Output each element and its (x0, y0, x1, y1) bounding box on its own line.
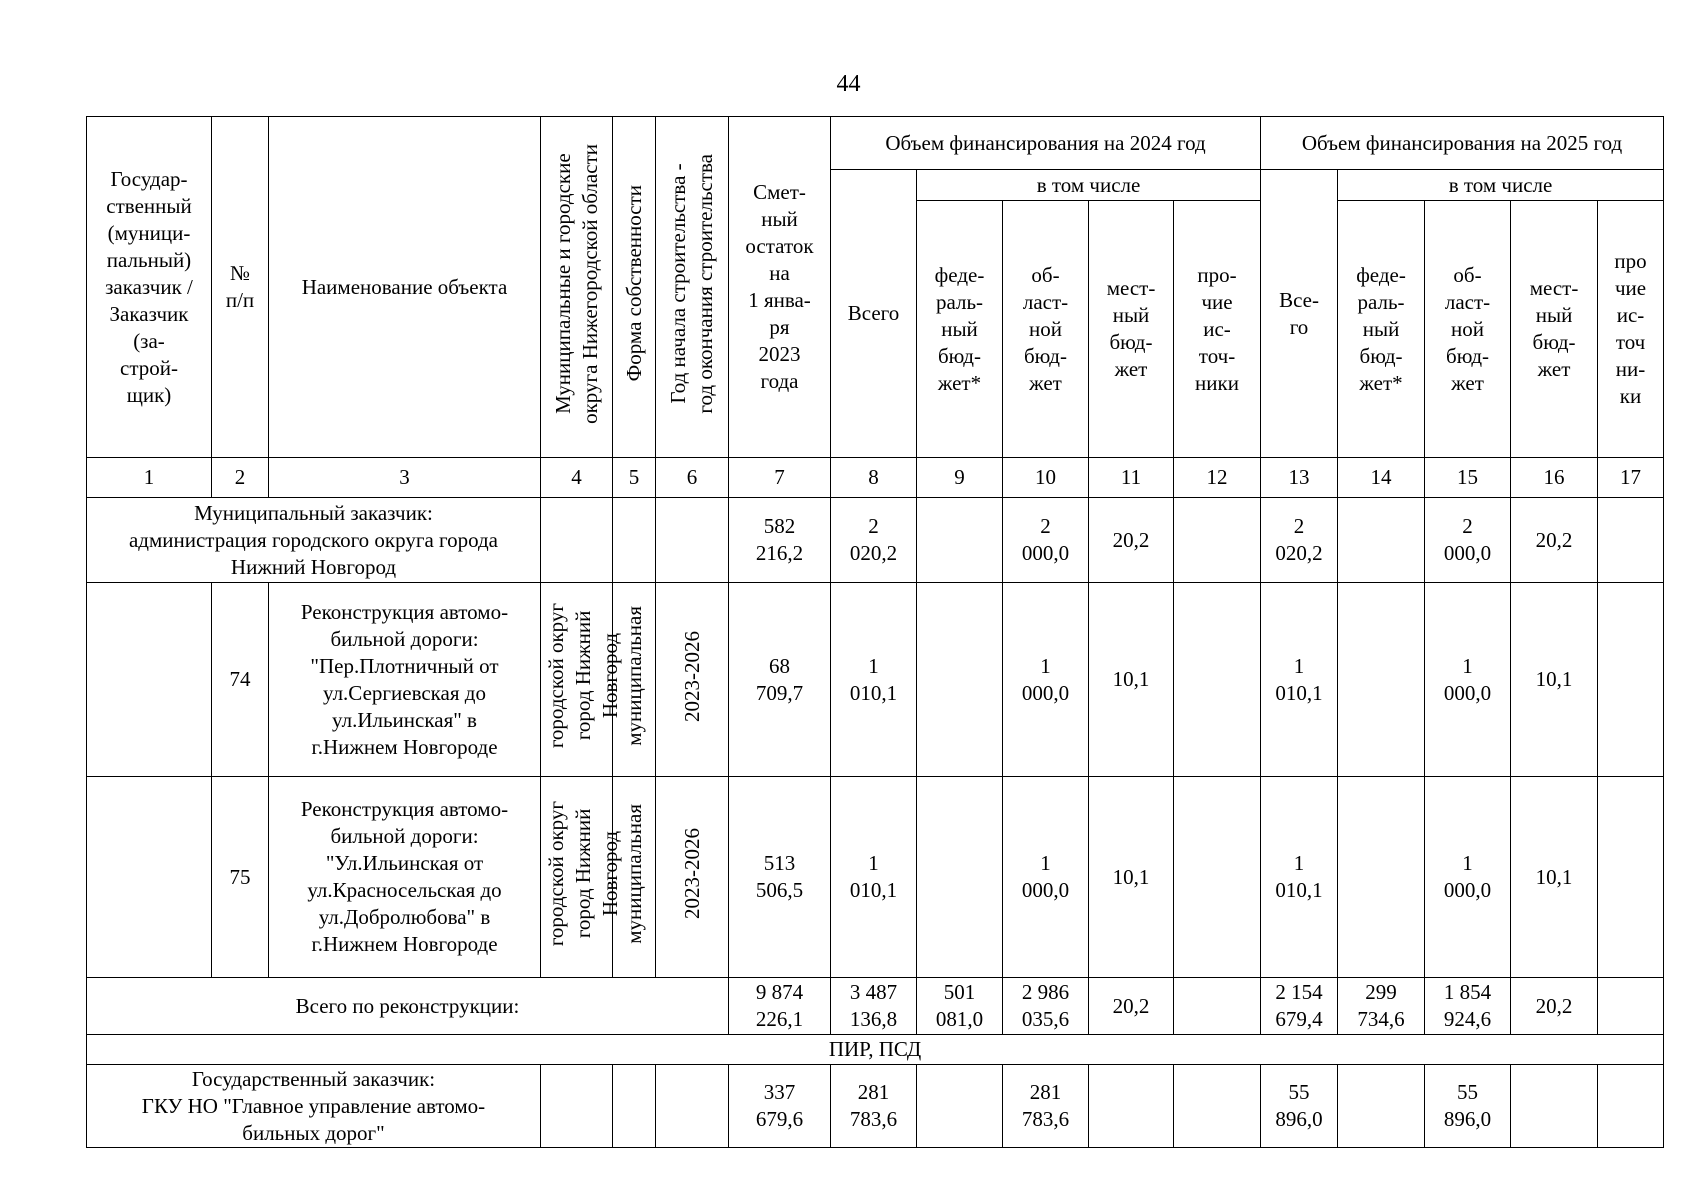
column-number: 13 (1261, 458, 1338, 498)
header-customer: Государ- ственный (муници- пальный) заказчик / Заказчик (за- строй- щик) (87, 117, 212, 458)
column-number: 12 (1174, 458, 1261, 498)
total-2024-value: 2 020,2 (831, 498, 917, 583)
local-2024-value: 20,2 (1089, 978, 1174, 1035)
financing-table (86, 116, 1664, 1148)
estimate-value: 582 216,2 (729, 498, 831, 583)
section-row (87, 1035, 1664, 1065)
municipality-cell: городской округ город Нижний Новгород (541, 777, 613, 978)
column-number: 1 (87, 458, 212, 498)
header-object-name: Наименование объекта (269, 117, 541, 458)
regional-2025-value: 1 000,0 (1425, 583, 1511, 777)
regional-2025-value: 1 854 924,6 (1425, 978, 1511, 1035)
regional-2025-value: 1 000,0 (1425, 777, 1511, 978)
estimate-value: 9 874 226,1 (729, 978, 831, 1035)
column-number: 10 (1003, 458, 1089, 498)
federal-2024-value (917, 583, 1003, 777)
header-other-2025: про чие ис- точ ни- ки (1598, 201, 1664, 458)
header-municipality: Муниципальные и городские округа Нижегородской области (541, 117, 613, 458)
object-name: Реконструкция автомо- бильной дороги: "Пер.Плотничный от ул.Сергиевская до ул.Ильинская" в г.Нижнем Новгороде (269, 583, 541, 777)
regional-2025-value: 55 896,0 (1425, 1065, 1511, 1148)
ownership-cell: муниципальная (613, 777, 656, 978)
regional-2024-value: 1 000,0 (1003, 583, 1089, 777)
object-name: Реконструкция автомо- бильной дороги: "Ул.Ильинская от ул.Красносельская до ул.Добролюбова" в г.Нижнем Новгороде (269, 777, 541, 978)
header-incl-2024: в том числе (917, 170, 1261, 201)
table-row (87, 777, 1664, 978)
header-fin-2025: Объем финансирования на 2025 год (1261, 117, 1664, 170)
years-cell: 2023-2026 (656, 777, 729, 978)
local-2024-value (1089, 1065, 1174, 1148)
local-2025-value: 20,2 (1511, 498, 1598, 583)
group-title: Муниципальный заказчик: администрация городского округа города Нижний Новгород (87, 498, 541, 583)
row-number: 75 (212, 777, 269, 978)
other-2025-value (1598, 978, 1664, 1035)
group-row-state (87, 1065, 1664, 1148)
total-2024-value: 1 010,1 (831, 777, 917, 978)
federal-2024-value (917, 777, 1003, 978)
column-number: 9 (917, 458, 1003, 498)
federal-2024-value (917, 498, 1003, 583)
federal-2025-value (1338, 583, 1425, 777)
header-total-2024: Всего (831, 170, 917, 458)
column-number: 2 (212, 458, 269, 498)
column-numbers-row (87, 458, 1664, 498)
local-2025-value: 10,1 (1511, 583, 1598, 777)
other-2024-value (1174, 1065, 1261, 1148)
total-2025-value: 1 010,1 (1261, 777, 1338, 978)
section-title: ПИР, ПСД (87, 1035, 1664, 1065)
federal-2024-value: 501 081,0 (917, 978, 1003, 1035)
header-local-2025: мест- ный бюд- жет (1511, 201, 1598, 458)
federal-2025-value (1338, 777, 1425, 978)
other-2025-value (1598, 498, 1664, 583)
total-2025-value: 1 010,1 (1261, 583, 1338, 777)
federal-2024-value (917, 1065, 1003, 1148)
estimate-value: 68 709,7 (729, 583, 831, 777)
ownership-cell: муниципальная (613, 583, 656, 777)
estimate-value: 513 506,5 (729, 777, 831, 978)
header-incl-2025: в том числе (1338, 170, 1664, 201)
total-2025-value: 2 020,2 (1261, 498, 1338, 583)
estimate-value: 337 679,6 (729, 1065, 831, 1148)
regional-2024-value: 2 986 035,6 (1003, 978, 1089, 1035)
other-2025-value (1598, 583, 1664, 777)
other-2024-value (1174, 978, 1261, 1035)
total-row (87, 978, 1664, 1035)
total-2024-value: 281 783,6 (831, 1065, 917, 1148)
header-fin-2024: Объем финансирования на 2024 год (831, 117, 1261, 170)
header-regional-2025: об- ласт- ной бюд- жет (1425, 201, 1511, 458)
column-number: 5 (613, 458, 656, 498)
header-local-2024: мест- ный бюд- жет (1089, 201, 1174, 458)
regional-2025-value: 2 000,0 (1425, 498, 1511, 583)
local-2025-value: 20,2 (1511, 978, 1598, 1035)
header-ownership: Форма собственности (613, 117, 656, 458)
column-number: 15 (1425, 458, 1511, 498)
total-2024-value: 1 010,1 (831, 583, 917, 777)
total-2025-value: 55 896,0 (1261, 1065, 1338, 1148)
header-federal-2024: феде- раль- ный бюд- жет* (917, 201, 1003, 458)
municipality-cell: городской округ город Нижний Новгород (541, 583, 613, 777)
other-2024-value (1174, 498, 1261, 583)
column-number: 8 (831, 458, 917, 498)
column-number: 14 (1338, 458, 1425, 498)
column-number: 17 (1598, 458, 1664, 498)
federal-2025-value (1338, 498, 1425, 583)
local-2024-value: 10,1 (1089, 583, 1174, 777)
other-2024-value (1174, 777, 1261, 978)
other-2025-value (1598, 1065, 1664, 1148)
other-2025-value (1598, 777, 1664, 978)
table-row (87, 583, 1664, 777)
row-number: 74 (212, 583, 269, 777)
regional-2024-value: 281 783,6 (1003, 1065, 1089, 1148)
other-2024-value (1174, 583, 1261, 777)
regional-2024-value: 1 000,0 (1003, 777, 1089, 978)
group-row-municipal (87, 498, 1664, 583)
total-2025-value: 2 154 679,4 (1261, 978, 1338, 1035)
header-num: № п/п (212, 117, 269, 458)
header-federal-2025: феде- раль- ный бюд- жет* (1338, 201, 1425, 458)
header-years: Год начала строительства - год окончания строительства (656, 117, 729, 458)
local-2024-value: 10,1 (1089, 777, 1174, 978)
federal-2025-value (1338, 1065, 1425, 1148)
column-number: 3 (269, 458, 541, 498)
column-number: 4 (541, 458, 613, 498)
years-cell: 2023-2026 (656, 583, 729, 777)
group-title: Государственный заказчик: ГКУ НО "Главное управление автомо- бильных дорог" (87, 1065, 541, 1148)
regional-2024-value: 2 000,0 (1003, 498, 1089, 583)
column-number: 16 (1511, 458, 1598, 498)
total-label: Всего по реконструкции: (87, 978, 729, 1035)
page-number: 44 (836, 71, 861, 97)
column-number: 6 (656, 458, 729, 498)
header-total-2025: Все- го (1261, 170, 1338, 458)
header-estimate: Смет- ный остаток на 1 янва- ря 2023 года (729, 117, 831, 458)
column-number: 11 (1089, 458, 1174, 498)
header-regional-2024: об- ласт- ной бюд- жет (1003, 201, 1089, 458)
local-2024-value: 20,2 (1089, 498, 1174, 583)
column-number: 7 (729, 458, 831, 498)
local-2025-value (1511, 1065, 1598, 1148)
federal-2025-value: 299 734,6 (1338, 978, 1425, 1035)
header-other-2024: про- чие ис- точ- ники (1174, 201, 1261, 458)
local-2025-value: 10,1 (1511, 777, 1598, 978)
total-2024-value: 3 487 136,8 (831, 978, 917, 1035)
